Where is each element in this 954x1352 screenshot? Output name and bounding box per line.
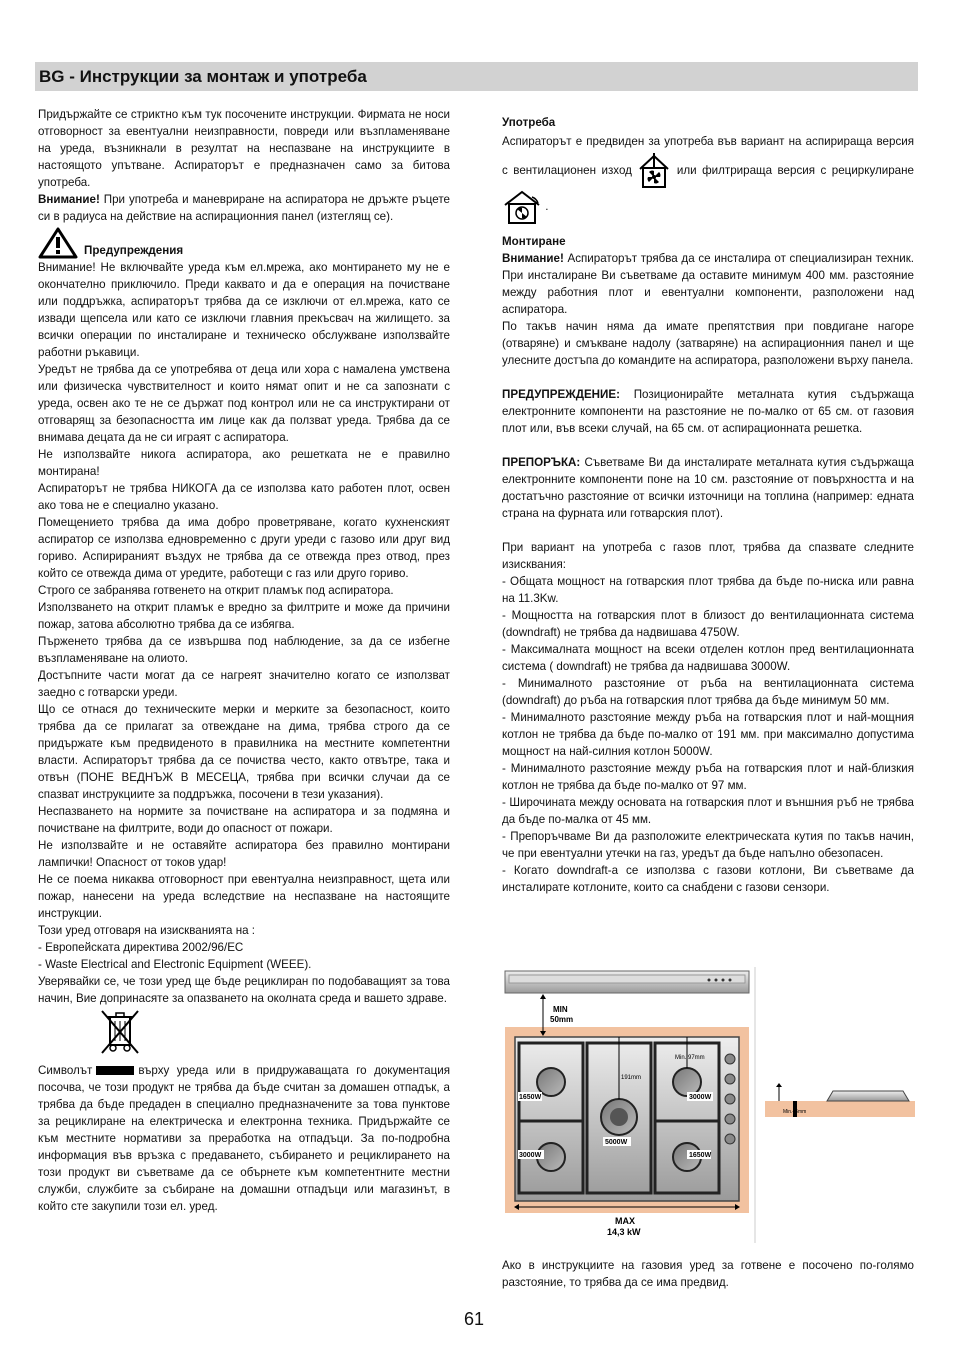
mount-attention-label: Внимание! <box>502 252 564 265</box>
gas-intro: При вариант на употреба с газов плот, трябва да спазвате следните изисквания: <box>502 541 914 571</box>
attention-label: Внимание! <box>38 193 100 206</box>
attention-paragraph <box>38 191 450 225</box>
warning-triangle-icon <box>38 227 78 259</box>
paragraph: Уверявайки се, че този уред ще бъде рециклиран по подобаващият за това начин, Вие допринасяте за опазването на околната среда и вашето здраве. <box>38 975 450 1005</box>
max-label: MAX <box>615 1216 635 1226</box>
side-min-label: Min.45mm <box>783 1109 807 1115</box>
left-column <box>38 106 450 1215</box>
burner-label-1650-right: 1650W <box>689 1152 712 1159</box>
crossed-bin-icon <box>98 1007 142 1057</box>
paragraph: Уредът не трябва да се употребява от деца или хора с намалена умствена или физическа чувствителност и които нямат опит и не са запознати с уреда, освен ако те не се държат под контрол или не са инструктирани от отговарящ за безопасността им лице как да ползват уреда. Трябва да се внимава децата да не си играят с аспиратора. <box>38 363 450 444</box>
use-text-1: Аспираторът е предвиден за употреба във вариант на аспирираща версия с вентилационен изход <box>502 135 914 178</box>
burner-label-3000-right: 3000W <box>689 1094 712 1101</box>
mount-title: Монтиране <box>502 235 566 248</box>
symbol-paragraph <box>38 1062 450 1215</box>
use-title: Употреба <box>502 116 556 129</box>
advice-paragraph <box>502 454 914 522</box>
gas-item: - Минималното разстояние между ръба на готварския плот и най-мощния котлон не трябва да бъде по-малко от 191 мм. при максимално допустима мощност на най-силния котлон 5000W. <box>502 711 914 758</box>
gas-item: - Минималното разстояние от ръба на вентилационната система (downdraft) до ръба на готварския плот трябва да бъде минимум 50 мм. <box>502 677 914 707</box>
warning-text: Позиционирайте металната кутия съдържаща електронните компоненти на разстояние не по-малко от 65 см. от газовия плот или, във всеки случай, на 65 см. от аспирационната решетка. <box>502 388 914 435</box>
dist-191-label: 191mm <box>621 1075 642 1081</box>
page-title: BG - Инструкции за монтаж и употреба <box>39 67 367 86</box>
dist-97-label: Min. 97mm <box>675 1055 705 1061</box>
black-bar-symbol <box>96 1066 134 1075</box>
gas-hob <box>515 1037 739 1201</box>
paragraph: - Waste Electrical and Electronic Equipment (WEEE). <box>38 958 312 971</box>
paragraph: Внимание! Не включвайте уреда към ел.мрежа, ако монтирането му не е окончателно приключило. Преди каквато и да е операция на почистване или поддръжка, аспираторът трябва да се изключи от ел.мрежа, като се извади щепсела или като се изключи главния прекъсвач на жилището. за всички операции по инсталиране и техническо обслужване използвайте работни ръкавици. <box>38 261 450 359</box>
paragraph: Строго се забранява готвенето на открит пламък под аспиратора. <box>38 584 394 597</box>
figure-caption: Ако в инструкциите на газовия уред за готвене е посочено по-голямо разстояние, то трябва да се има предвид. <box>502 1258 914 1289</box>
section-header <box>35 62 918 91</box>
gas-item: - Общата мощност на готварския плот трябва да бъде по-ниска или равна на 11.3Kw. <box>502 575 914 605</box>
paragraph: Не се поема никаква отговорност при евентуална неизправност, щета или пожар, нанесени на уреда вследствие на неспазване на настоящите инструкции. <box>38 873 450 920</box>
paragraph: Използването на открит пламък е вредно за филтрите и може да причини пожар, затова абсолютно трябва да се избягва. <box>38 601 450 631</box>
gas-item: - Препоръчваме Ви да разположите електрическата кутия по такъв начин, че при евентуални утечки на газ, уредът да бъде напълно обезопасен. <box>502 830 914 860</box>
hob-side-view <box>765 1083 915 1117</box>
paragraph: Пърженето трябва да се извършва под наблюдение, за да се избегне възпламеняване на олиото. <box>38 635 450 665</box>
paragraph: Достъпните части могат да се нагреят значително когато се използват заедно с готварски уреди. <box>38 669 450 699</box>
attention-text: При употреба и маневриране на аспиратора не дръжте ръцете си в радиуса на действие на аспирационния панел (изтеглящ се). <box>38 193 450 223</box>
paragraph: Не използвайте никога аспиратора, ако решетката не е правилно монтирана! <box>38 448 450 478</box>
gas-item: - Минималното разстояние между ръба на готварския плот и най-близкия котлон не трябва да бъде по-малко от 97 мм. <box>502 762 914 792</box>
use-text-2: или филтрираща версия с рециркулиране <box>676 164 914 178</box>
symbol-pre: Символът <box>38 1064 93 1077</box>
page-number: 61 <box>464 1309 485 1329</box>
max-value: 14,3 kW <box>607 1227 641 1237</box>
paragraph: Помещението трябва да има добро проветряване, когато кухненският аспиратор се използва едновременно с други уреди с газово или друг вид гориво. Аспирираният въздух не трябва да се отвежда през отвод, през който се отвежда дима от уредите, работещи с газ или друго гориво. <box>38 516 450 580</box>
paragraph: Що се отнася до техническите мерки и мерките за безопасност, които трябва да се прилагат за отвеждане на дима, трябва строго да се придържате към предвиденото в правилника на местните компетентни власти. Аспираторът трябва да се почиства често, както отвътре, така и отвън (ПОНЕ ВЕДНЪЖ В МЕСЕЦА, трябва при всички случаи да се спазват инструкциите за поддръжка, посочени в тези указания). <box>38 703 450 801</box>
paragraph: Неспазването на нормите за почистване на аспиратора и за подмяна и почистване на филтрите, води до опасност от пожари. <box>38 805 450 835</box>
burner-label-1650-left: 1650W <box>519 1094 542 1101</box>
paragraph: Аспираторът не трябва НИКОГА да се използва като работен плот, освен ако това не е специално указано. <box>38 482 450 512</box>
gas-item: - Широчината между основата на готварския плот и външния ръб не трябва да бъде по-малка от 45 мм. <box>502 796 914 826</box>
recirculation-icon <box>502 189 542 225</box>
paragraph: Не използвайте и не оставяйте аспиратора без правилно монтирани лампички! Опасност от токов удар! <box>38 839 450 869</box>
min-label: MIN <box>553 1005 568 1014</box>
paragraph: Този уред отговаря на изискванията на : <box>38 924 256 937</box>
gas-item: - Максималната мощност на всеки отделен котлон пред вентилационната система ( downdraft) не трябва да надвишава 3000W. <box>502 643 914 673</box>
use-paragraph <box>502 131 914 225</box>
warning-label: ПРЕДУПРЕЖДЕНИЕ: <box>502 388 620 401</box>
burner-label-3000-left: 3000W <box>519 1152 542 1159</box>
mount-paragraph-2: По такъв начин няма да имате препятствия при повдигане нагоре (отваряне) и смъкване надолу (затваряне) на аспирационния панел и ще улесните достъпа до командите на аспиратора, разположени върху панела. <box>502 320 914 367</box>
advice-label: ПРЕПОРЪКА: <box>502 456 581 469</box>
ventilation-exhaust-icon <box>637 153 671 189</box>
mount-paragraph <box>502 250 914 318</box>
mount-attention-text: Аспираторът трябва да се инсталира от специализиран техник. При инсталиране Ви съветваме да оставите минимум 400 мм. разстояние между работния плот и евентуални компоненти, разположени над аспиратора. <box>502 252 914 316</box>
burner-label-5000: 5000W <box>605 1139 628 1146</box>
hob-installation-diagram <box>503 967 915 1243</box>
intro-paragraph: Придържайте се стриктно към тук посочените инструкции. Фирмата не носи отговорност за евентуални неизправности, повреди или възпламеняване на уреда, възникнали в резултат на неспазване на инструкциите в настоящото упътване. Аспираторът е предназначен само за битова употреба. <box>38 108 450 189</box>
gas-item: - Мощността на готварския плот в близост до вентилационната система (downdraft) не трябва да надвишава 4750W. <box>502 609 914 639</box>
warnings-title: Предупреждения <box>84 244 184 257</box>
min-value: 50mm <box>550 1015 574 1024</box>
symbol-post: върху уреда или в придружаващата го документация посочва, че този продукт не трябва да бъде считан за домашен отпадък, а трябва да бъде предаден в специално предназначените за това пунктове за рециклиране на електрическа и електронна техника. Придържайте се към местните нормативи за преработка на отпадъци. За по-подробна информация във връзка с предаването, събирането и рециклирането на този продукт ви съветваме да се обърнете към компетентните местни служби, службите за събиране на домашни отпадъци или магазинът, в който сте закупили този ел. уред. <box>38 1064 450 1213</box>
warning-paragraph <box>502 386 914 437</box>
use-text-3: . <box>545 200 549 214</box>
advice-text: Съветваме Ви да инсталирате металната кутия съдържаща електронните компоненти поне на 10 см. разстояние от повърхността и на достатъчно разстояние от всички източници на топлина (например: едната страна на фурната или готварския плот). <box>502 456 914 520</box>
downdraft-unit <box>505 971 749 993</box>
warnings-heading <box>38 225 450 259</box>
paragraph: - Европейската директива 2002/96/ЕС <box>38 941 244 954</box>
gas-item: - Когато downdraft-a се използва с газови котлони, Ви съветваме да инсталирате котлоните, които са снабдени с газови сензори. <box>502 864 914 894</box>
right-column <box>502 114 914 896</box>
